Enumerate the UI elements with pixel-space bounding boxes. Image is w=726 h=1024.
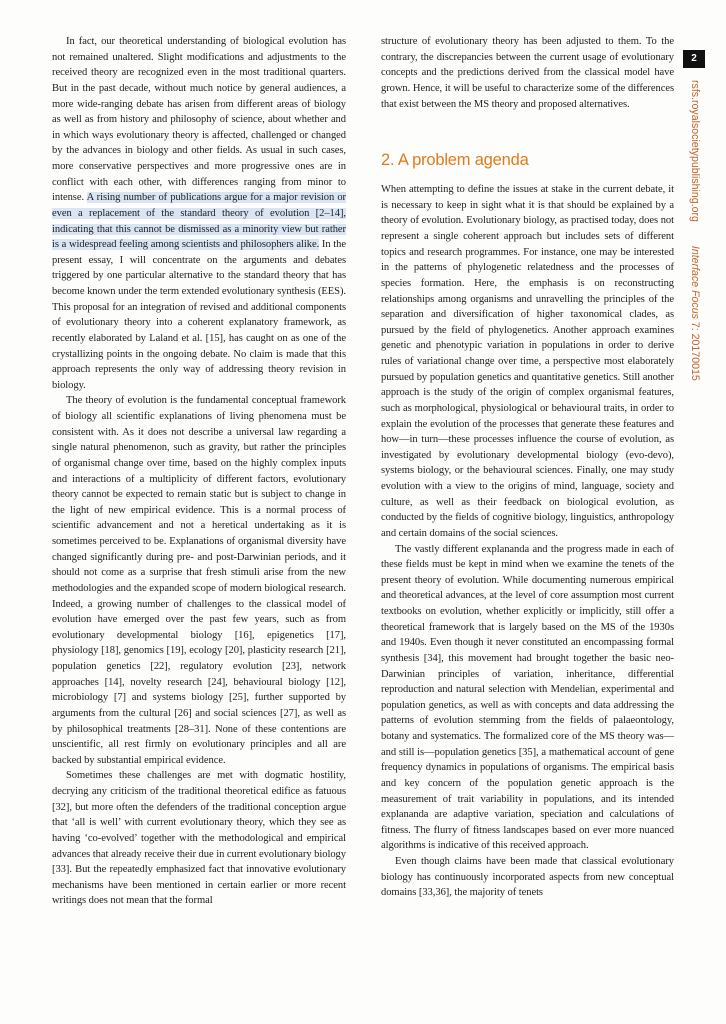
page-number-badge: 2	[683, 50, 705, 68]
paragraph: The theory of evolution is the fundamental conceptual framework of biology all scientific explanations of living phenomena must be consistent with. As it does not describe a universal law regarding a single natural phenomenon, such as gravity, but rather the principles of organismal change over time, based on the highly complex inputs and interactions of a multiplicity of different factors, evolutionary theory cannot be expected to remain static but is subject to change in the light of new empirical evidence. This is a normal process of scientific advancement and not a heretical undertaking as it is sometimes perceived to be. Explanations of organismal diversity have changed significantly during pre- and post-Darwinian periods, and it should not come as a surprise that fresh stimuli arise from the new methodologies and the expanded scope of modern biological research. Indeed, a growing number of challenges to the classical model of evolution have emerged over the past few years, such as from evolutionary developmental biology [16], epigenetics [17], physiology [18], genomics [19], ecology [20], plasticity research [21], population genetics [22], regulatory evolution [23], network approaches [14], novelty research [24], behavioural biology [12], microbiology [7] and systems biology [25], further supported by arguments from the cultural [26] and social sciences [27], as well as by philosophical treatments [28–31]. None of these contentions are unscientific, all rest firmly on evolutionary principles and all are backed by substantial empirical evidence.	[52, 395, 346, 766]
paragraph: The vastly different explananda and the progress made in each of these fields must be kept in mind when we examine the tenets of the present theory of evolution. While documenting numerous empirical and theoretical advances, at the level of core assumption most current textbooks on evolution, whether explicitly or implicitly, still offer a theoretical framework that is largely based on the MS of the 1930s and 1940s. Even though it never constituted an encompassing formal synthesis [34], this movement had brought together the basic neo-Darwinian principles of variation, inheritance, differential reproduction and natural selection with Mendelian, experimental and population genetics, as well as with concepts and data addressing the patterns of evolution stemming from the fields of palaeontology, botany and systematics. The formalized core of the MS theory was—and still is—population genetics [35], a mathematical account of gene frequency dynamics in populations of organisms. The empirical basis and key concern of the population genetic approach is the measurement of trait variability in populations, and its intended explananda are adaptive variation, speciation and calculations of fitness. The flurry of fitness landscapes based on ever more nuanced algorithms is indicative of this received approach.	[381, 543, 674, 852]
paragraph: Even though claims have been made that classical evolutionary biology has continuously incorporated aspects from new conceptual domains [33,36], the majority of tenets	[381, 856, 674, 899]
paragraph: Sometimes these challenges are met with dogmatic hostility, decrying any criticism of the traditional theoretical edifice as fatuous [32], but more often the defenders of the traditional conception argue that ‘all is well’ with current evolutionary theory, which they see as having ‘co-evolved’ together with the methodological and empirical advances that already receive their due in current evolutionary biology [33]. But the repeatedly emphasized fact that innovative evolutionary mechanisms have been mentioned in certain earlier or more recent writings does not mean that the formal	[52, 770, 346, 907]
section-heading: 2. A problem agenda	[381, 151, 529, 170]
journal-name: Interface Focus	[689, 245, 701, 319]
journal-sidebar	[689, 80, 703, 380]
paragraph: structure of evolutionary theory has been adjusted to them. To the contrary, the discrepancies between the current usage of evolutionary concepts and the predictions derived from the classical model have grown. Hence, it will be useful to characterize some of the differences that exist between the MS theory and proposed alternatives.	[381, 36, 674, 110]
highlighted-text[interactable]: A rising number of publications argue for a major revision or even a replacement of the standard theory of evolution [2–14], indicating that this cannot be dismissed as a minority view but rather is a widespread feeling among scientists and philosophers alike.	[52, 192, 346, 251]
right-column	[381, 34, 674, 901]
paragraph: When attempting to define the issues at stake in the current debate, it is necessary to keep in sight what it is that should be explained by a theory of evolution. Evolutionary biology, as practised today, does not represent a single coherent approach but includes sets of different topics and research programmes. For instance, one may be interested in the patterns of phylogenetic relatedness and the processes of species formation. Here, the emphasis is on reconstructing relationships among organisms and unravelling the principles of the separation and diversification of higher taxonomical clades, as pursued by the field of phylogenetics. Another approach examines genetic and phenotypic variation in populations in order to derive rules of variational change over time, a perspective most elaborately pursued by population genetics and quantitative genetics. Still another approach is the study of the origin of complex organismal features, such as morphological, physiological or behavioural traits, in order to explain the evolution of the processes that generate these features and how—in turn—these processes influence the course of evolution, as investigated by evolutionary developmental biology (evo-devo), systems biology, or the behavioural sciences. Finally, one may study evolution with a view to the origins of mind, language, society and culture, as well as their feedback on biological evolution, as conducted by the fields of cognitive biology, linguistics, anthropology and certain domains of the social sciences.	[381, 184, 674, 539]
paragraph-text: In fact, our theoretical understanding of biological evolution has not remained unaltered. Slight modifications and adjustments to the received theory are recognized even in the most traditional quarters. But in the past decade, without much notice by general audiences, a more wide-ranging debate has arisen from different areas of biology as well as from history and philosophy of science, about whether and in which ways evolutionary theory is affected, challenged or changed by the advances in biology and other fields. As usual in such cases, more conservative perspectives and more progressive ones are in conflict with each other, with differences ranging from minor to intense.	[52, 36, 346, 204]
journal-citation: 7: 20170015	[689, 321, 701, 381]
paragraph	[52, 34, 346, 393]
paragraph-text: In the present essay, I will concentrate on the arguments and debates triggered by one particular alternative to the standard theory that has become known under the term extended evolutionary synthesis (EES). This proposal for an integration of revised and additional components of evolutionary theory into a coherent explanatory framework, as recently elaborated by Laland et al. [15], has caught on as one of the crystallizing points in the ongoing debate. No claim is made that this approach represents the only way of addressing theory revision in biology.	[52, 239, 347, 391]
left-column	[52, 34, 346, 909]
journal-site-link[interactable]: rsfs.royalsocietypublishing.org	[689, 80, 701, 222]
